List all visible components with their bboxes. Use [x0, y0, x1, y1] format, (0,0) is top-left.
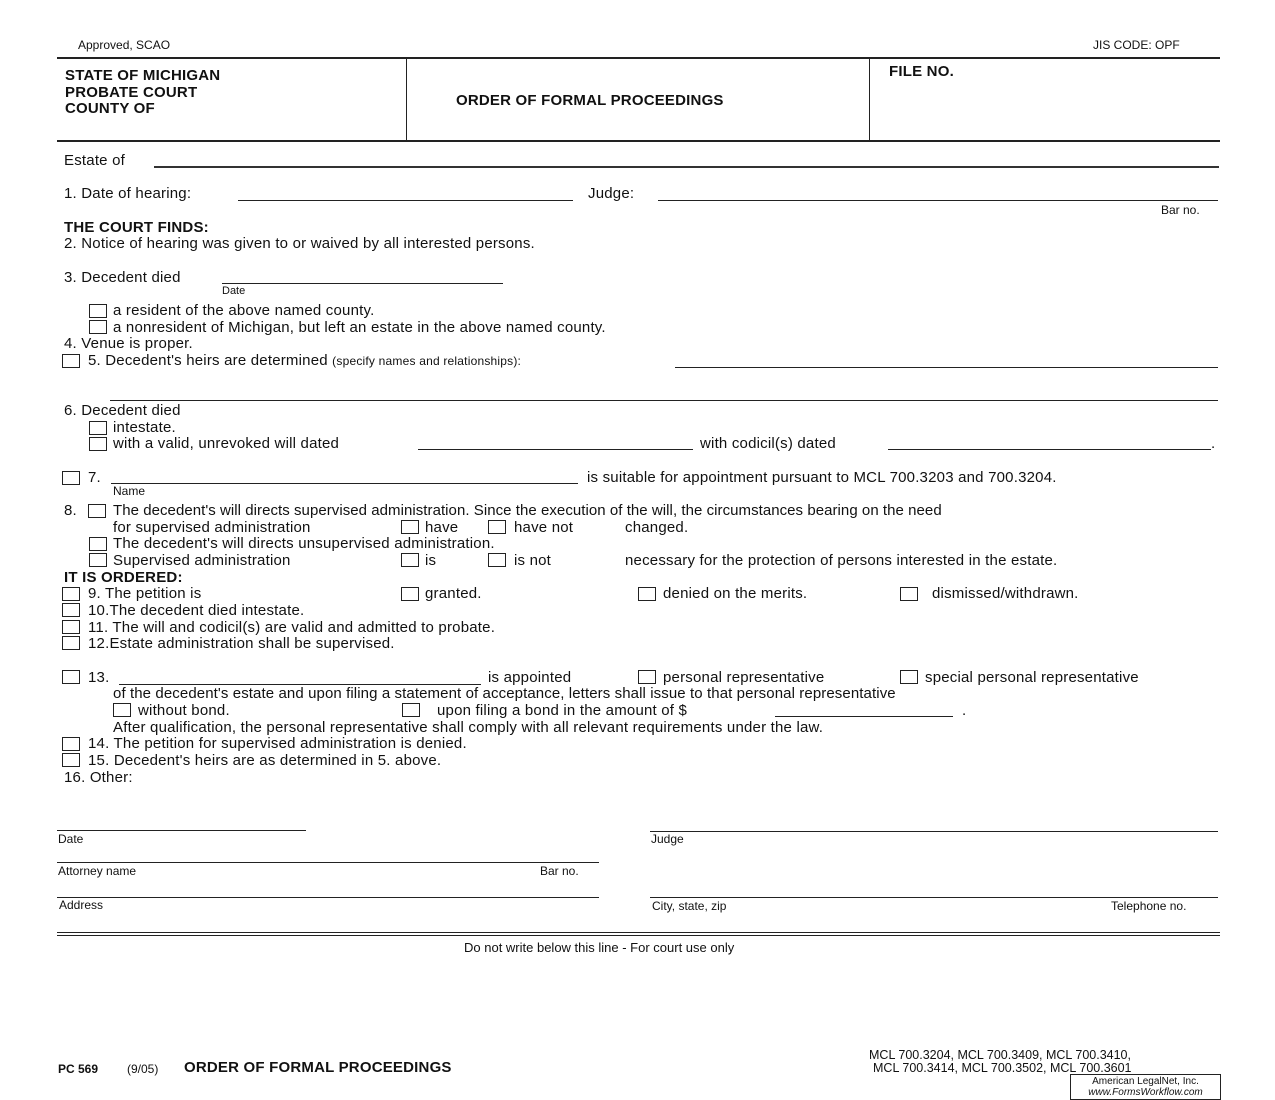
- item-5-note: (specify names and relationships):: [332, 354, 522, 368]
- have-not-text: have not: [514, 519, 574, 536]
- pr-text: personal representative: [663, 669, 825, 686]
- item-13-after: After qualification, the personal representative shall comply with all relevant requirements under the law.: [113, 719, 824, 736]
- judge-bar-no-label: Bar no.: [1161, 203, 1200, 217]
- appointment-checkbox[interactable]: [62, 670, 80, 684]
- court-use-rule-2: [57, 935, 1220, 936]
- item-11: 11. The will and codicil(s) are valid and admitted to probate.: [88, 619, 496, 636]
- necessary-text: necessary for the protection of persons interested in the estate.: [625, 552, 1058, 569]
- changed-text: changed.: [625, 519, 689, 536]
- bond-checkbox[interactable]: [402, 703, 420, 717]
- court-line-county: COUNTY OF: [65, 100, 155, 117]
- approved-text: Approved, SCAO: [78, 38, 171, 52]
- supervised-checkbox[interactable]: [89, 553, 107, 567]
- judge-label: Judge:: [588, 185, 635, 202]
- item-5: [88, 352, 521, 369]
- nonresident-checkbox[interactable]: [89, 320, 107, 334]
- have-checkbox[interactable]: [401, 520, 419, 534]
- bond-period: .: [962, 702, 967, 719]
- bond-amount-field[interactable]: [775, 716, 953, 717]
- supervised-order-checkbox[interactable]: [62, 636, 80, 650]
- estate-field[interactable]: [154, 166, 1219, 168]
- city-caption: City, state, zip: [652, 899, 727, 913]
- will-unsupervised-checkbox[interactable]: [89, 537, 107, 551]
- header-divider-1: [406, 58, 407, 140]
- codicil-text: with codicil(s) dated: [700, 435, 836, 452]
- heirs-field-1[interactable]: [675, 367, 1218, 368]
- granted-text: granted.: [425, 585, 482, 602]
- item-5-text: 5. Decedent's heirs are determined: [88, 352, 328, 369]
- header-divider-2: [869, 58, 870, 140]
- date-caption: Date: [58, 832, 84, 846]
- resident-text: a resident of the above named county.: [113, 302, 375, 319]
- granted-checkbox[interactable]: [401, 587, 419, 601]
- form-title: ORDER OF FORMAL PROCEEDINGS: [456, 92, 724, 109]
- estate-label: Estate of: [64, 152, 126, 169]
- will-date-field[interactable]: [418, 449, 693, 450]
- item-4: 4. Venue is proper.: [64, 335, 193, 352]
- heirs-order-checkbox[interactable]: [62, 753, 80, 767]
- is-not-text: is not: [514, 552, 552, 569]
- item-12: 12.Estate administration shall be supervised.: [88, 635, 395, 652]
- intestate-checkbox[interactable]: [89, 421, 107, 435]
- codicil-date-field[interactable]: [888, 449, 1211, 450]
- appointee-name-caption: Name: [113, 484, 146, 498]
- form-date: (9/05): [127, 1062, 159, 1076]
- attorney-bar-no-caption: Bar no.: [540, 864, 579, 878]
- form-number: PC 569: [58, 1062, 99, 1076]
- intestate-text: intestate.: [113, 419, 176, 436]
- item-9: 9. The petition is: [88, 585, 202, 602]
- is-not-checkbox[interactable]: [488, 553, 506, 567]
- have-not-checkbox[interactable]: [488, 520, 506, 534]
- logo-line-1: American LegalNet, Inc.: [1092, 1076, 1199, 1087]
- item-14: 14. The petition for supervised administration is denied.: [88, 735, 467, 752]
- item-10: 10.The decedent died intestate.: [88, 602, 305, 619]
- footer-title: ORDER OF FORMAL PROCEEDINGS: [184, 1059, 452, 1076]
- item-6-label: 6. Decedent died: [64, 402, 181, 419]
- will-checkbox[interactable]: [89, 437, 107, 451]
- suitable-checkbox[interactable]: [62, 471, 80, 485]
- address-line[interactable]: [57, 897, 599, 898]
- item-8-num: 8.: [64, 502, 77, 519]
- heirs-checkbox[interactable]: [62, 354, 80, 368]
- hearing-date-label: 1. Date of hearing:: [64, 185, 192, 202]
- item-6-period: .: [1211, 435, 1216, 452]
- mcl-line-1: MCL 700.3204, MCL 700.3409, MCL 700.3410,: [869, 1048, 1131, 1062]
- supervised-denied-checkbox[interactable]: [62, 737, 80, 751]
- attorney-caption: Attorney name: [58, 864, 137, 878]
- without-bond-checkbox[interactable]: [113, 703, 131, 717]
- without-bond-text: without bond.: [138, 702, 230, 719]
- legalnet-logo: [1070, 1074, 1221, 1100]
- supervised-text: Supervised administration: [113, 552, 291, 569]
- item-8-line-1: The decedent's will directs supervised administration. Since the execution of the will, the circumstances bearing on the need: [113, 502, 942, 519]
- address-caption: Address: [59, 898, 104, 912]
- nonresident-text: a nonresident of Michigan, but left an estate in the above named county.: [113, 319, 606, 336]
- ordered-heading: IT IS ORDERED:: [64, 569, 183, 586]
- logo-line-2: www.FormsWorkflow.com: [1088, 1087, 1203, 1098]
- will-text: with a valid, unrevoked will dated: [113, 435, 340, 452]
- city-line[interactable]: [650, 897, 1218, 898]
- spr-checkbox[interactable]: [900, 670, 918, 684]
- denied-text: denied on the merits.: [663, 585, 808, 602]
- header-top-rule: [57, 57, 1220, 59]
- item-7-num: 7.: [88, 469, 101, 486]
- heirs-field-2[interactable]: [110, 400, 1218, 401]
- is-appointed-text: is appointed: [488, 669, 572, 686]
- intestate-order-checkbox[interactable]: [62, 603, 80, 617]
- spr-text: special personal representative: [925, 669, 1139, 686]
- appointee-name-field[interactable]: [111, 483, 578, 484]
- denied-checkbox[interactable]: [638, 587, 656, 601]
- attorney-line[interactable]: [57, 862, 599, 863]
- death-date-caption: Date: [222, 285, 246, 297]
- item-7-text: is suitable for appointment pursuant to MCL 700.3203 and 700.3204.: [587, 469, 1057, 486]
- item-13-num: 13.: [88, 669, 110, 686]
- bond-text: upon filing a bond in the amount of $: [437, 702, 688, 719]
- court-name-block: [65, 68, 220, 118]
- court-line-state: STATE OF MICHIGAN: [65, 67, 221, 84]
- resident-checkbox[interactable]: [89, 304, 107, 318]
- hearing-date-field[interactable]: [238, 200, 573, 201]
- item-15: 15. Decedent's heirs are as determined in 5. above.: [88, 752, 442, 769]
- court-line-court: PROBATE COURT: [65, 83, 198, 101]
- judge-caption: Judge: [651, 832, 684, 846]
- unsupervised-text: The decedent's will directs unsupervised administration.: [113, 535, 495, 552]
- court-finds-heading: THE COURT FINDS:: [64, 219, 209, 236]
- item-2: 2. Notice of hearing was given to or waived by all interested persons.: [64, 235, 535, 252]
- death-date-field[interactable]: [222, 283, 503, 284]
- item-16: 16. Other:: [64, 769, 133, 786]
- telephone-caption: Telephone no.: [1111, 899, 1187, 913]
- will-supervised-checkbox[interactable]: [88, 504, 106, 518]
- is-text: is: [425, 552, 437, 569]
- jis-code: JIS CODE: OPF: [1093, 38, 1180, 52]
- judge-signature-line[interactable]: [650, 831, 1218, 832]
- will-valid-checkbox[interactable]: [62, 620, 80, 634]
- dismissed-checkbox[interactable]: [900, 587, 918, 601]
- item-3-label: 3. Decedent died: [64, 269, 181, 286]
- file-no-label: FILE NO.: [889, 63, 954, 80]
- dismissed-text: dismissed/withdrawn.: [932, 585, 1079, 602]
- item-13-line-2: of the decedent's estate and upon filing a statement of acceptance, letters shall issue to that personal representative: [113, 685, 896, 702]
- pr-checkbox[interactable]: [638, 670, 656, 684]
- item-8-line-2: for supervised administration: [113, 519, 311, 536]
- petition-checkbox[interactable]: [62, 587, 80, 601]
- judge-field[interactable]: [658, 200, 1218, 201]
- is-checkbox[interactable]: [401, 553, 419, 567]
- court-use-text: Do not write below this line - For court use only: [464, 940, 735, 955]
- header-bottom-rule: [57, 140, 1220, 142]
- have-text: have: [425, 519, 459, 536]
- date-signature-line[interactable]: [57, 830, 306, 831]
- mcl-line-2: MCL 700.3414, MCL 700.3502, MCL 700.3601: [873, 1061, 1132, 1075]
- court-use-rule-1: [57, 932, 1220, 933]
